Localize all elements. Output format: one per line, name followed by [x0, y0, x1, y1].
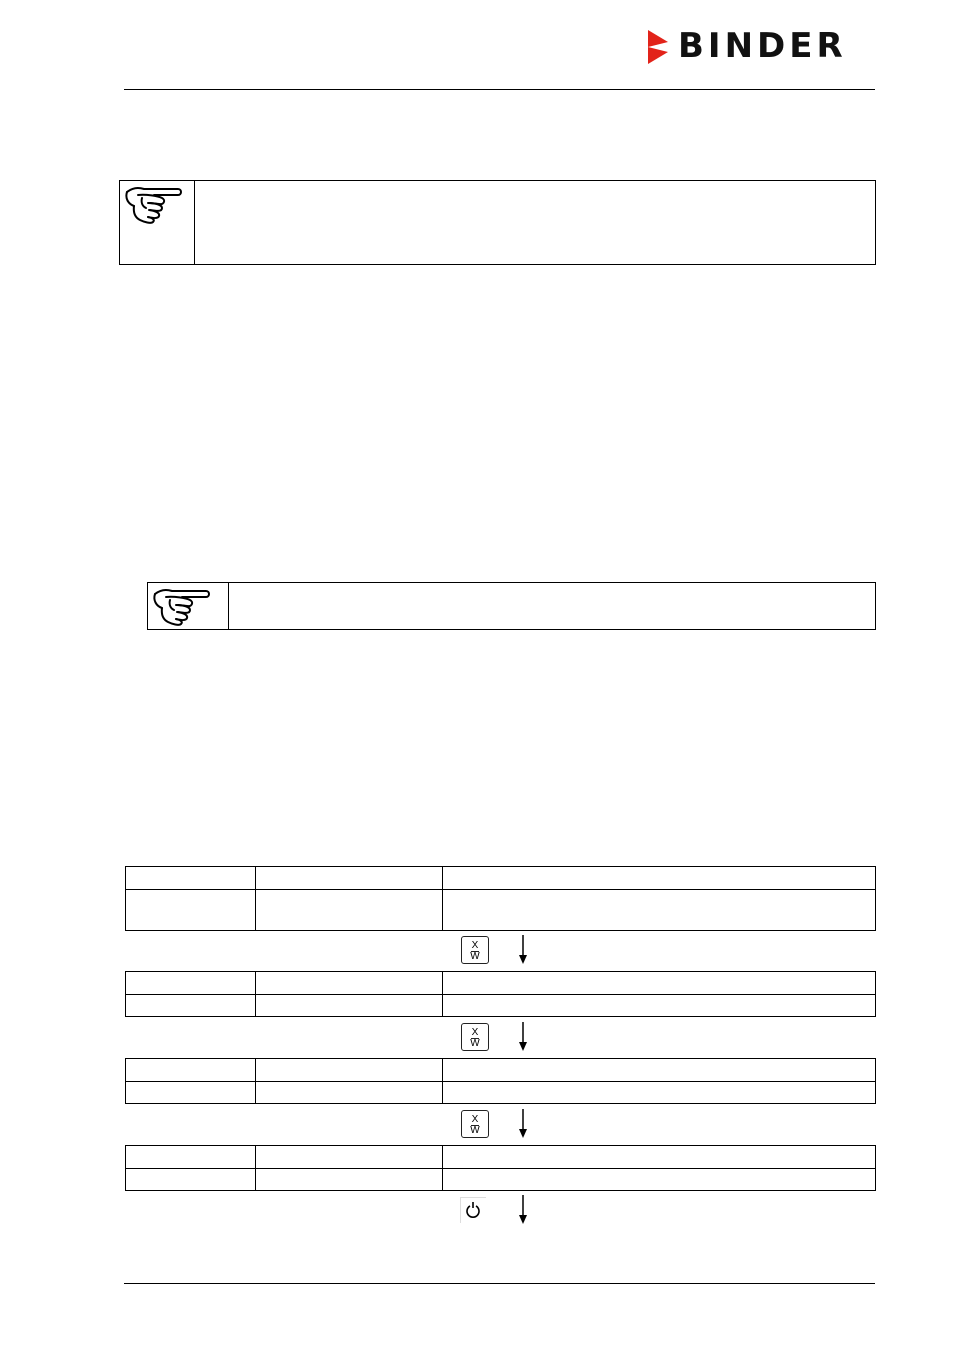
- table-cell: [256, 995, 443, 1017]
- down-arrow-icon: [518, 1109, 528, 1139]
- display-table: [125, 1058, 876, 1104]
- brand-name: BINDER: [678, 26, 847, 66]
- note-icon-cell: [148, 583, 229, 629]
- table-cell: [443, 1146, 876, 1169]
- table-row: [126, 1146, 876, 1169]
- table-cell: [256, 972, 443, 995]
- table-cell: [256, 1169, 443, 1191]
- table-row: [126, 972, 876, 995]
- down-arrow-icon: [518, 1195, 528, 1225]
- table-cell: [443, 995, 876, 1017]
- key-label-bottom: W: [470, 1038, 480, 1049]
- table-cell: [126, 972, 256, 995]
- table-cell: [443, 1059, 876, 1082]
- table-cell: [256, 890, 443, 931]
- table-cell: [256, 867, 443, 890]
- table-row: [126, 995, 876, 1017]
- table-cell: [256, 1082, 443, 1104]
- table-cell: [126, 995, 256, 1017]
- key-label-top: X: [471, 940, 479, 951]
- note-box: [119, 180, 876, 265]
- table-row: [126, 1082, 876, 1104]
- table-row: [126, 1169, 876, 1191]
- binder-logo: [646, 26, 878, 66]
- display-table: [125, 866, 876, 931]
- table-cell: [443, 1082, 876, 1104]
- table-cell: [126, 890, 256, 931]
- pointing-hand-icon: [152, 586, 212, 626]
- table-row: [126, 867, 876, 890]
- table-row: [126, 890, 876, 931]
- binder-logo-mark-icon: [646, 30, 670, 64]
- table-row: [126, 1059, 876, 1082]
- table-cell: [126, 1146, 256, 1169]
- table-cell: [126, 1082, 256, 1104]
- header-divider: [124, 89, 875, 90]
- key-label-top: X: [471, 1114, 479, 1125]
- key-label-top: X: [471, 1027, 479, 1038]
- xw-key-icon[interactable]: [461, 1110, 489, 1138]
- table-cell: [126, 1169, 256, 1191]
- power-key-icon[interactable]: [460, 1197, 486, 1223]
- key-label-bottom: W: [470, 951, 480, 962]
- note-icon-cell: [120, 181, 195, 264]
- table-cell: [126, 1059, 256, 1082]
- table-cell: [126, 867, 256, 890]
- down-arrow-icon: [518, 935, 528, 965]
- table-cell: [256, 1146, 443, 1169]
- table-cell: [256, 1059, 443, 1082]
- xw-key-icon[interactable]: [461, 936, 489, 964]
- key-label-bottom: W: [470, 1125, 480, 1136]
- display-table: [125, 1145, 876, 1191]
- table-cell: [443, 867, 876, 890]
- table-cell: [443, 1169, 876, 1191]
- note-box: [147, 582, 876, 630]
- xw-key-icon[interactable]: [461, 1023, 489, 1051]
- footer-divider: [124, 1283, 875, 1284]
- pointing-hand-icon: [124, 184, 184, 224]
- down-arrow-icon: [518, 1022, 528, 1052]
- table-cell: [443, 972, 876, 995]
- display-table: [125, 971, 876, 1017]
- table-cell: [443, 890, 876, 931]
